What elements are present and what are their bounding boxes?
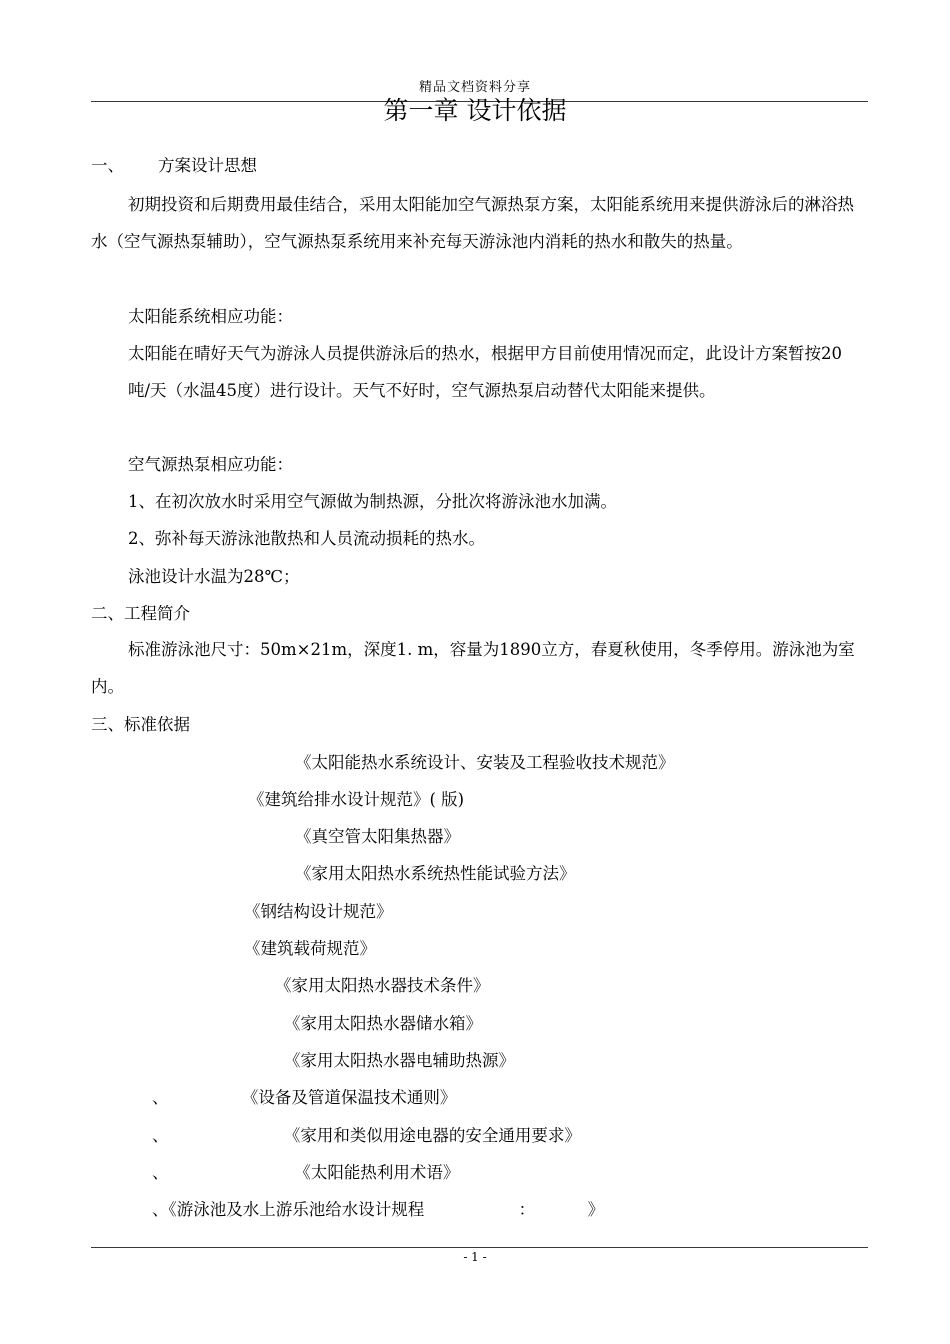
standard-item: 、 《家用和类似用途电器的安全通用要求》 xyxy=(152,1126,581,1145)
standard-item: 、 《太阳能热利用术语》 xyxy=(152,1163,460,1182)
standard-item: 、《游泳池及水上游乐池给水设计规程 ： 》 xyxy=(152,1200,605,1219)
standard-item: 《真空管太阳集热器》 xyxy=(295,827,460,846)
section2-text: 标准游泳池尺寸：50m×21m，深度1. m，容量为1890立方，春夏秋使用，冬季停用。游泳池为室内。 xyxy=(91,640,855,696)
standard-item: 《太阳能热水系统设计、安装及工程验收技术规范》 xyxy=(295,753,675,772)
standard-item: 《家用太阳热水器电辅助热源》 xyxy=(284,1051,515,1070)
standard-item: 《家用太阳热水系统热性能试验方法》 xyxy=(295,864,576,883)
page-header: 精品文档资料分享 xyxy=(418,80,531,95)
standard-item: 《建筑载荷规范》 xyxy=(244,939,376,958)
section1-intro: 初期投资和后期费用最佳结合，采用太阳能加空气源热泵方案，太阳能系统用来提供游泳后的淋浴热水（空气源热泵辅助），空气源热泵系统用来补充每天游泳池内消耗的热水和散失的热量。 xyxy=(91,195,854,251)
solar-text: 太阳能在晴好天气为游泳人员提供游泳后的热水，根据甲方目前使用情况而定，此设计方案暂按20吨/天（水温45度）进行设计。天气不好时，空气源热泵启动替代太阳能来提供。 xyxy=(128,344,842,400)
solar-heading: 太阳能系统相应功能： xyxy=(128,307,293,326)
standard-item: 《家用太阳热水器技术条件》 xyxy=(275,976,490,995)
pool-temperature: 泳池设计水温为28℃； xyxy=(128,567,300,586)
section3-heading: 三、标准依据 xyxy=(91,715,190,734)
section1-heading: 方案设计思想 xyxy=(158,156,257,175)
section2-heading: 二、工程简介 xyxy=(91,604,190,623)
standard-item: 《钢结构设计规范》 xyxy=(244,902,393,921)
standard-item: 、 《设备及管道保温技术通则》 xyxy=(152,1088,457,1107)
chapter-title: 第一章 设计依据 xyxy=(383,96,567,125)
standard-item: 《家用太阳热水器储水箱》 xyxy=(284,1014,482,1033)
section1-heading-num: 一、 xyxy=(91,156,124,175)
page-number: - 1 - xyxy=(463,1250,487,1264)
heatpump-item-2: 2、弥补每天游泳池散热和人员流动损耗的热水。 xyxy=(128,529,485,548)
standard-item: 《建筑给排水设计规范》( 版) xyxy=(248,790,465,809)
heatpump-item-1: 1、在初次放水时采用空气源做为制热源，分批次将游泳池水加满。 xyxy=(128,492,617,511)
footer-rule xyxy=(91,1247,868,1248)
heatpump-heading: 空气源热泵相应功能： xyxy=(128,455,293,474)
